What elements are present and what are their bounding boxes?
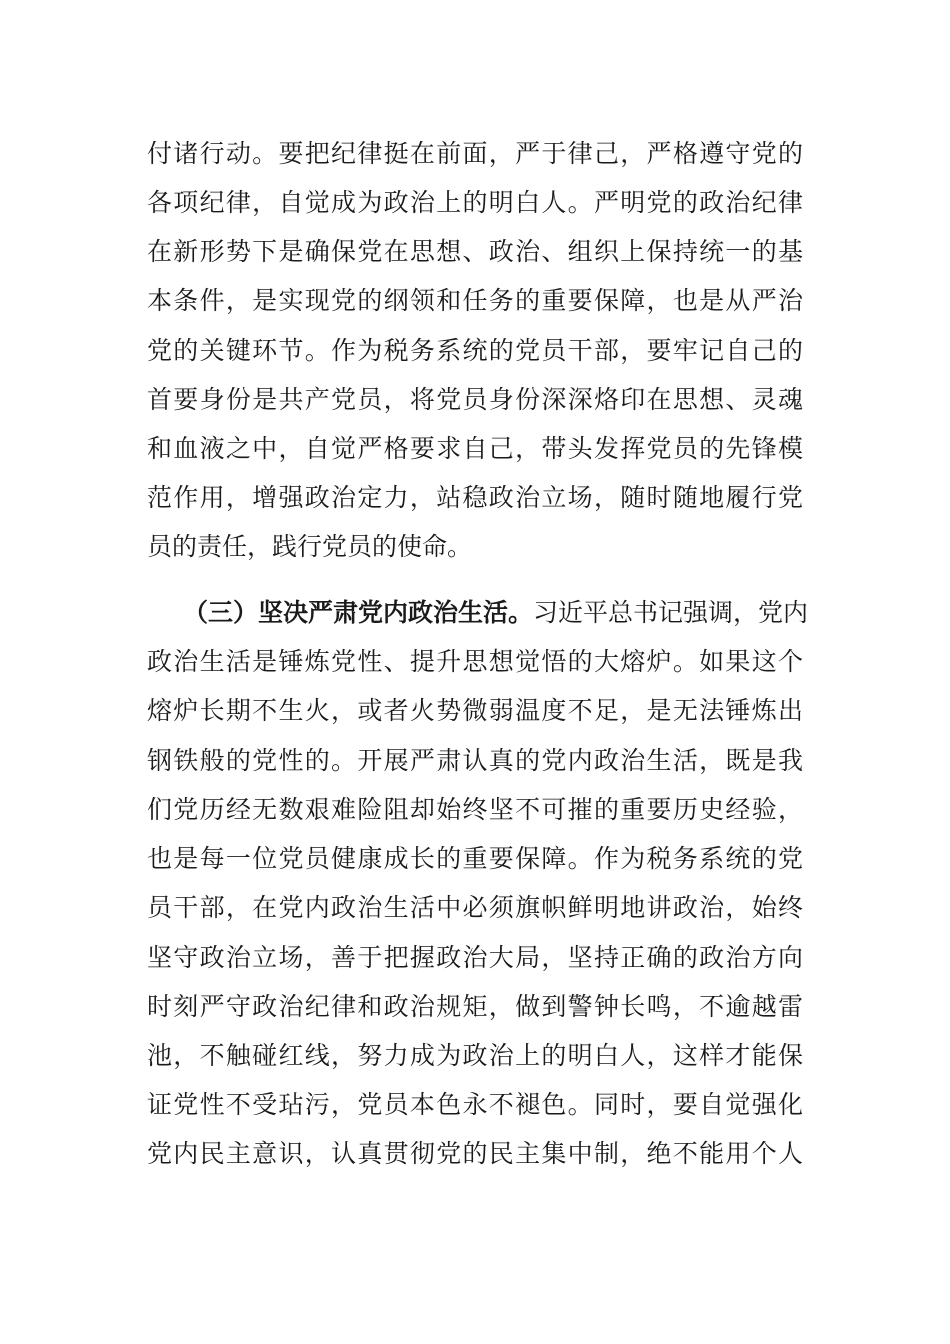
paragraph-line: 首要身份是共产党员，将党员身份深深烙印在思想、灵魂 bbox=[147, 385, 803, 414]
paragraph-line: 各项纪律，自觉成为政治上的明白人。严明党的政治纪律 bbox=[147, 188, 803, 217]
paragraph-line: 坚守政治立场，善于把握政治大局，坚持正确的政治方向 bbox=[147, 943, 803, 972]
paragraph-line: 在新形势下是确保党在思想、政治、组织上保持统一的基 bbox=[147, 237, 803, 266]
paragraph-line: 员干部，在党内政治生活中必须旗帜鲜明地讲政治，始终 bbox=[147, 893, 803, 922]
heading-line-text: 习近平总书记强调，党内 bbox=[533, 598, 809, 627]
paragraph-line: 钢铁般的党性的。开展严肃认真的党内政治生活，既是我 bbox=[147, 746, 803, 775]
paragraph-line: 本条件，是实现党的纲领和任务的重要保障，也是从严治 bbox=[147, 286, 803, 315]
paragraph-line: 政治生活是锤炼党性、提升思想觉悟的大熔炉。如果这个 bbox=[147, 647, 803, 676]
paragraph-line: 和血液之中，自觉严格要求自己，带头发挥党员的先锋模 bbox=[147, 434, 803, 463]
paragraph-line: 们党历经无数艰难险阻却始终坚不可摧的重要历史经验， bbox=[147, 795, 803, 824]
section-heading-line bbox=[183, 593, 809, 633]
paragraph-line: 时刻严守政治纪律和政治规矩，做到警钟长鸣，不逾越雷 bbox=[147, 992, 803, 1021]
paragraph-line: 付诸行动。要把纪律挺在前面，严于律己，严格遵守党的 bbox=[147, 139, 803, 168]
paragraph-line: 党的关键环节。作为税务系统的党员干部，要牢记自己的 bbox=[147, 336, 803, 365]
paragraph-line: 范作用，增强政治定力，站稳政治立场，随时随地履行党 bbox=[147, 483, 803, 512]
paragraph-line: 员的责任，践行党员的使命。 bbox=[147, 532, 473, 561]
paragraph-line: 熔炉长期不生火，或者火势微弱温度不足，是无法锤炼出 bbox=[147, 696, 803, 725]
paragraph-line: 党内民主意识，认真贯彻党的民主集中制，绝不能用个人 bbox=[147, 1139, 803, 1168]
paragraph-line: 证党性不受玷污，党员本色永不褪色。同时，要自觉强化 bbox=[147, 1090, 803, 1119]
paragraph-line: 也是每一位党员健康成长的重要保障。作为税务系统的党 bbox=[147, 844, 803, 873]
paragraph-line: 池，不触碰红线，努力成为政治上的明白人，这样才能保 bbox=[147, 1041, 803, 1070]
section-heading: （三）坚决严肃党内政治生活。 bbox=[183, 598, 534, 627]
